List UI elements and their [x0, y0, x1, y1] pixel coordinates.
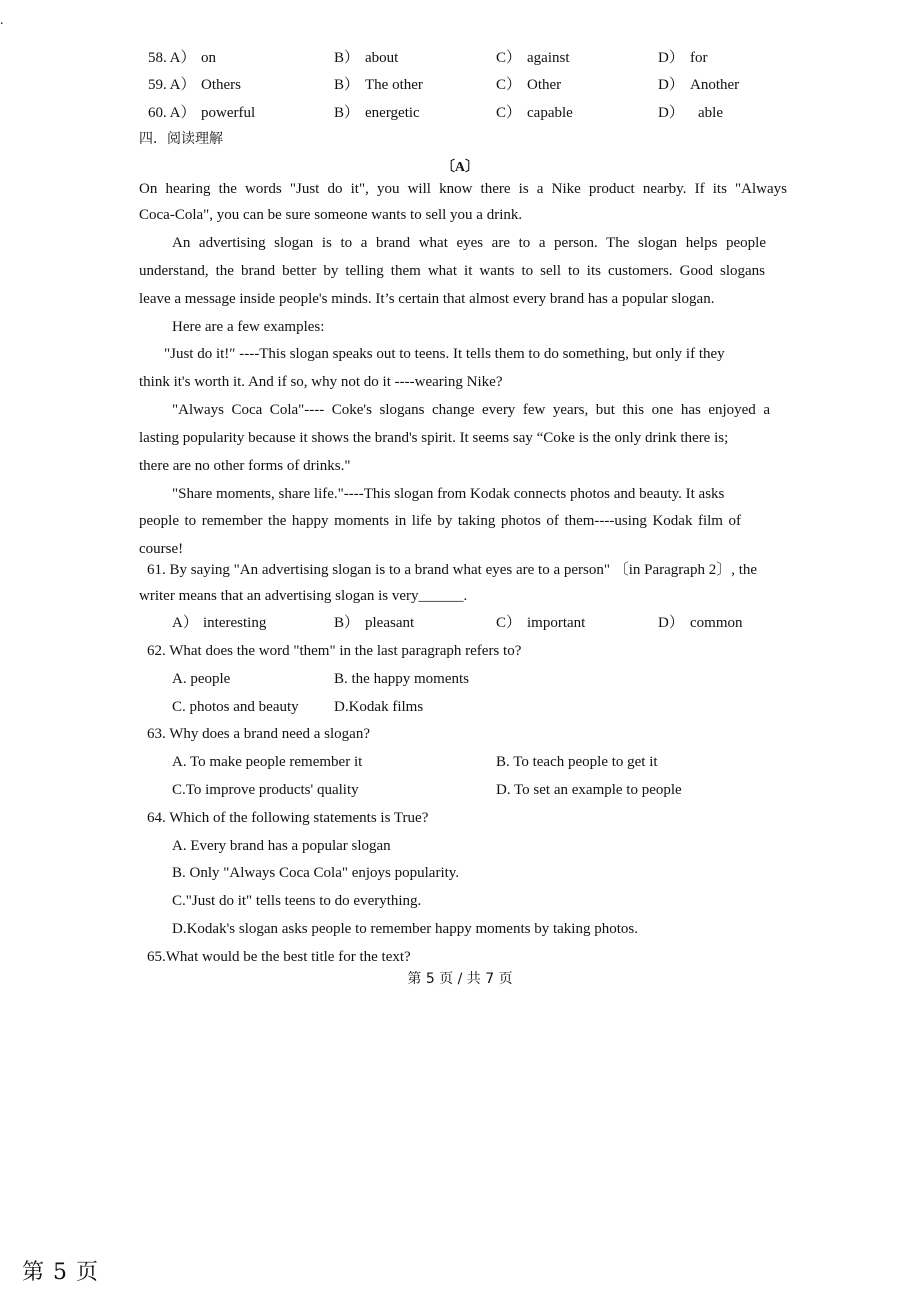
stray-mark: . — [0, 13, 4, 28]
passage-p1-line1: On hearing the words "Just do it", you will know there is a Nike product nearby. If its "Always — [139, 181, 787, 197]
page-footer: 第 5 页 / 共 7 页 — [407, 971, 513, 987]
q64-option-c: C."Just do it" tells teens to do everything. — [172, 893, 422, 909]
passage-p6-line3: course! — [139, 541, 184, 557]
q59-option-c: Other — [527, 77, 562, 93]
passage-p2-line2: understand, the brand better by telling them what it wants to sell to its customers. Good slogans — [139, 263, 765, 279]
q60-number: 60. A） — [148, 105, 196, 121]
passage-p6-line1: "Share moments, share life."----This slogan from Kodak connects photos and beauty. It asks — [172, 486, 725, 502]
q60-option-c: capable — [527, 105, 573, 121]
q58-option-a: on — [201, 50, 216, 66]
q58-option-b: about — [365, 50, 399, 66]
q63-option-b: B. To teach people to get it — [496, 754, 658, 770]
q59-number: 59. A） — [148, 77, 196, 93]
passage-p5-line1: "Always Coca Cola"---- Coke's slogans change every few years, but this one has enjoyed a — [172, 402, 770, 418]
q64-stem: 64. Which of the following statements is True? — [147, 810, 429, 826]
q61-option-a: interesting — [203, 615, 267, 631]
passage-label: 〔A〕 — [440, 160, 480, 175]
q59-d-label: D） — [658, 77, 684, 93]
passage-p5-line2: lasting popularity because it shows the brand's spirit. It seems say “Coke is the only drink there is; — [139, 430, 729, 446]
passage-p2-line1: An advertising slogan is to a brand what eyes are to a person. The slogan helps people — [172, 235, 766, 251]
q58-b-label: B） — [334, 50, 360, 66]
q58-d-label: D） — [658, 50, 684, 66]
passage-p3: Here are a few examples: — [172, 319, 325, 335]
q59-option-b: The other — [365, 77, 423, 93]
q59-c-label: C） — [496, 77, 522, 93]
q62-option-c: C. photos and beauty — [172, 699, 299, 715]
q63-option-c: C.To improve products' quality — [172, 782, 359, 798]
passage-p4-line1: "Just do it!″ ----This slogan speaks out to teens. It tells them to do something, but only if they — [164, 346, 725, 362]
q58-option-d: for — [690, 50, 708, 66]
q60-b-label: B） — [334, 105, 360, 121]
q64-option-b: B. Only "Always Coca Cola" enjoys popularity. — [172, 865, 460, 881]
passage-p4-line2: think it's worth it. And if so, why not do it ----wearing Nike? — [139, 374, 503, 390]
q61-option-d: common — [690, 615, 743, 631]
q61-c-label: C） — [496, 615, 522, 631]
q61-a-label: A） — [172, 615, 198, 631]
q65-stem: 65.What would be the best title for the text? — [147, 949, 411, 965]
passage-p1-line2: Coca-Cola", you can be sure someone wants to sell you a drink. — [139, 207, 523, 223]
q60-option-a: powerful — [201, 105, 256, 121]
q62-option-b: B. the happy moments — [334, 671, 469, 687]
q61-d-label: D） — [658, 615, 684, 631]
page-number-corner: 第 5 页 — [22, 1260, 99, 1285]
q58-number: 58. A） — [148, 50, 196, 66]
q64-option-a: A. Every brand has a popular slogan — [172, 838, 391, 854]
q59-option-d: Another — [690, 77, 740, 93]
q60-option-d: able — [698, 105, 723, 121]
q61-option-b: pleasant — [365, 615, 415, 631]
q61-stem-line2: writer means that an advertising slogan is very______. — [139, 588, 468, 604]
q62-option-a: A. people — [172, 671, 231, 687]
q61-option-c: important — [527, 615, 586, 631]
section-heading: 四．阅读理解 — [139, 131, 223, 147]
q63-stem: 63. Why does a brand need a slogan? — [147, 726, 370, 742]
q61-stem-line1: 61. By saying "An advertising slogan is to a brand what eyes are to a person" 〔in Paragraph 2〕, the — [147, 562, 758, 578]
q58-c-label: C） — [496, 50, 522, 66]
q64-option-d: D.Kodak's slogan asks people to remember happy moments by taking photos. — [172, 921, 638, 937]
q63-option-d: D. To set an example to people — [496, 782, 682, 798]
q58-option-c: against — [527, 50, 570, 66]
q60-option-b: energetic — [365, 105, 420, 121]
passage-p2-line3: leave a message inside people's minds. It’s certain that almost every brand has a popular slogan. — [139, 291, 715, 307]
q63-option-a: A. To make people remember it — [172, 754, 363, 770]
q62-stem: 62. What does the word "them" in the last paragraph refers to? — [147, 643, 522, 659]
q61-b-label: B） — [334, 615, 360, 631]
passage-p5-line3: there are no other forms of drinks." — [139, 458, 351, 474]
passage-p6-line2: people to remember the happy moments in life by taking photos of them----using Kodak film of — [139, 513, 741, 529]
q62-option-d: D.Kodak films — [334, 699, 424, 715]
q60-c-label: C） — [496, 105, 522, 121]
q59-option-a: Others — [201, 77, 241, 93]
q59-b-label: B） — [334, 77, 360, 93]
q60-d-label: D） — [658, 105, 684, 121]
